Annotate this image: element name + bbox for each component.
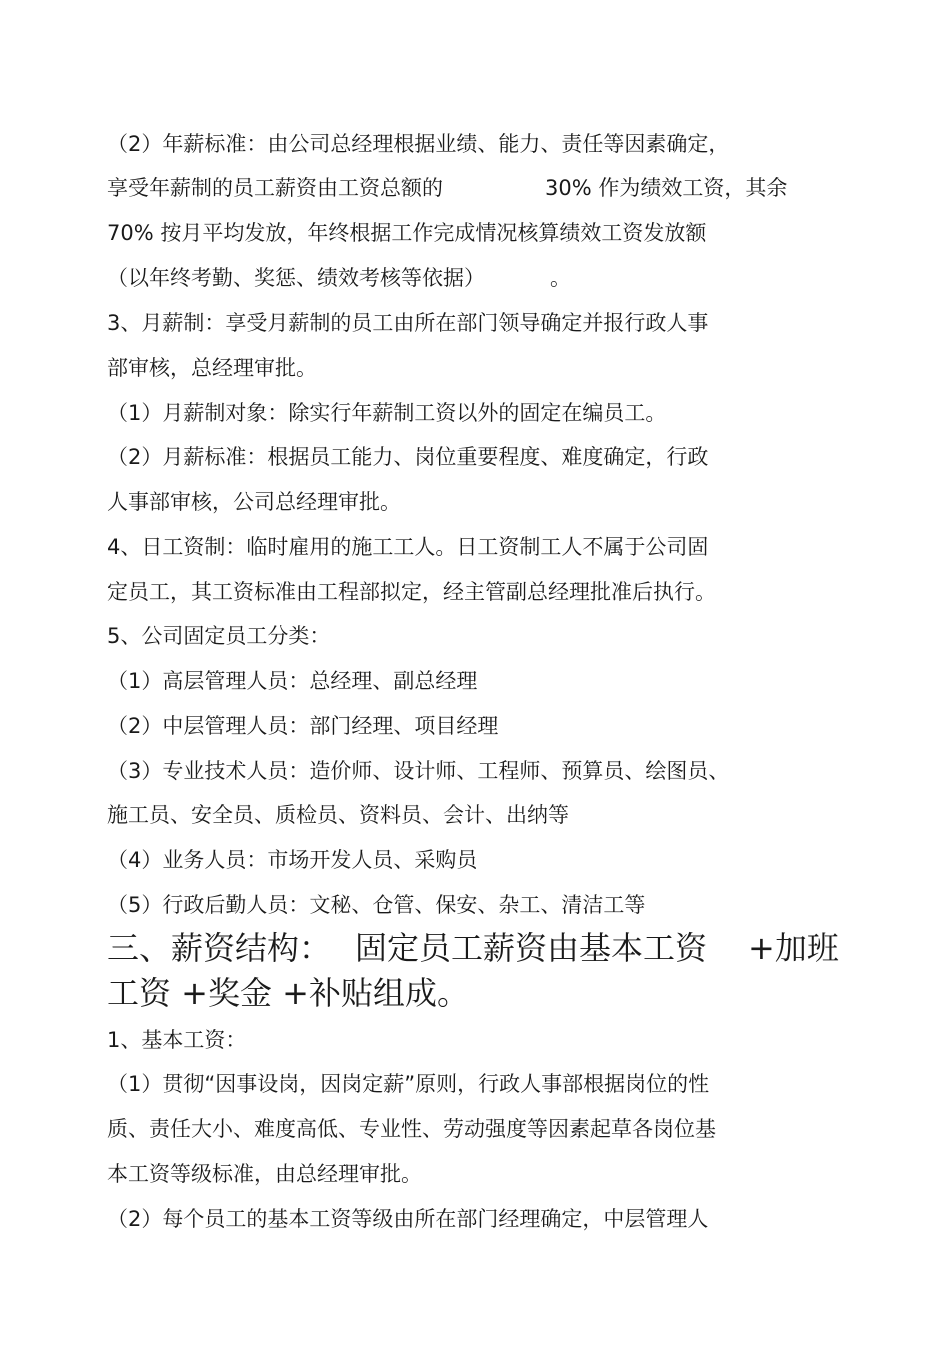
text-line: 1、基本工资： (107, 1028, 247, 1052)
text-line: （2）年薪标准：由公司总经理根据业绩、能力、责任等因素确定， (107, 132, 730, 156)
text-line: 施工员、安全员、质检员、资料员、会计、出纳等 (107, 803, 569, 827)
text-line: （1）月薪制对象：除实行年薪制工资以外的固定在编员工。 (107, 401, 667, 425)
section-heading: 三、薪资结构： (107, 929, 332, 967)
text-line: 享受年薪制的员工薪资由工资总额的 (107, 176, 443, 200)
text-line: 部审核，总经理审批。 (107, 356, 317, 380)
text-line: 5、公司固定员工分类： (107, 624, 331, 648)
text-line: 人事部审核，公司总经理审批。 (107, 490, 401, 514)
section-heading: 工资 +奖金 +补贴组成。 (107, 974, 469, 1012)
text-line: （2）中层管理人员：部门经理、项目经理 (107, 714, 499, 738)
text-line: 定员工，其工资标准由工程部拟定，经主管副总经理批准后执行。 (107, 580, 716, 604)
text-line: （4）业务人员：市场开发人员、采购员 (107, 848, 478, 872)
section-heading: 固定员工薪资由基本工资 (355, 929, 708, 967)
text-line: （2）每个员工的基本工资等级由所在部门经理确定，中层管理人 (107, 1207, 709, 1231)
text-line: （3）专业技术人员：造价师、设计师、工程师、预算员、绘图员、 (107, 759, 730, 783)
text-line: （以年终考勤、奖惩、绩效考核等依据） (107, 266, 485, 290)
text-line: 。 (550, 266, 571, 290)
text-line: （1）贯彻“因事设岗，因岗定薪”原则，行政人事部根据岗位的性 (107, 1072, 710, 1096)
text-line: 4、日工资制：临时雇用的施工工人。日工资制工人不属于公司固 (107, 535, 709, 559)
text-line: （1）高层管理人员：总经理、副总经理 (107, 669, 478, 693)
text-line: 本工资等级标准，由总经理审批。 (107, 1162, 422, 1186)
text-line: （5）行政后勤人员：文秘、仓管、保安、杂工、清洁工等 (107, 893, 646, 917)
text-line: 30% 作为绩效工资，其余 (545, 176, 788, 200)
text-line: 3、月薪制：享受月薪制的员工由所在部门领导确定并报行政人事 (107, 311, 709, 335)
text-line: 质、责任大小、难度高低、专业性、劳动强度等因素起草各岗位基 (107, 1117, 716, 1141)
text-line: （2）月薪标准：根据员工能力、岗位重要程度、难度确定，行政 (107, 445, 709, 469)
section-heading: +加班 (748, 929, 839, 967)
text-line: 70% 按月平均发放，年终根据工作完成情况核算绩效工资发放额 (107, 221, 707, 245)
